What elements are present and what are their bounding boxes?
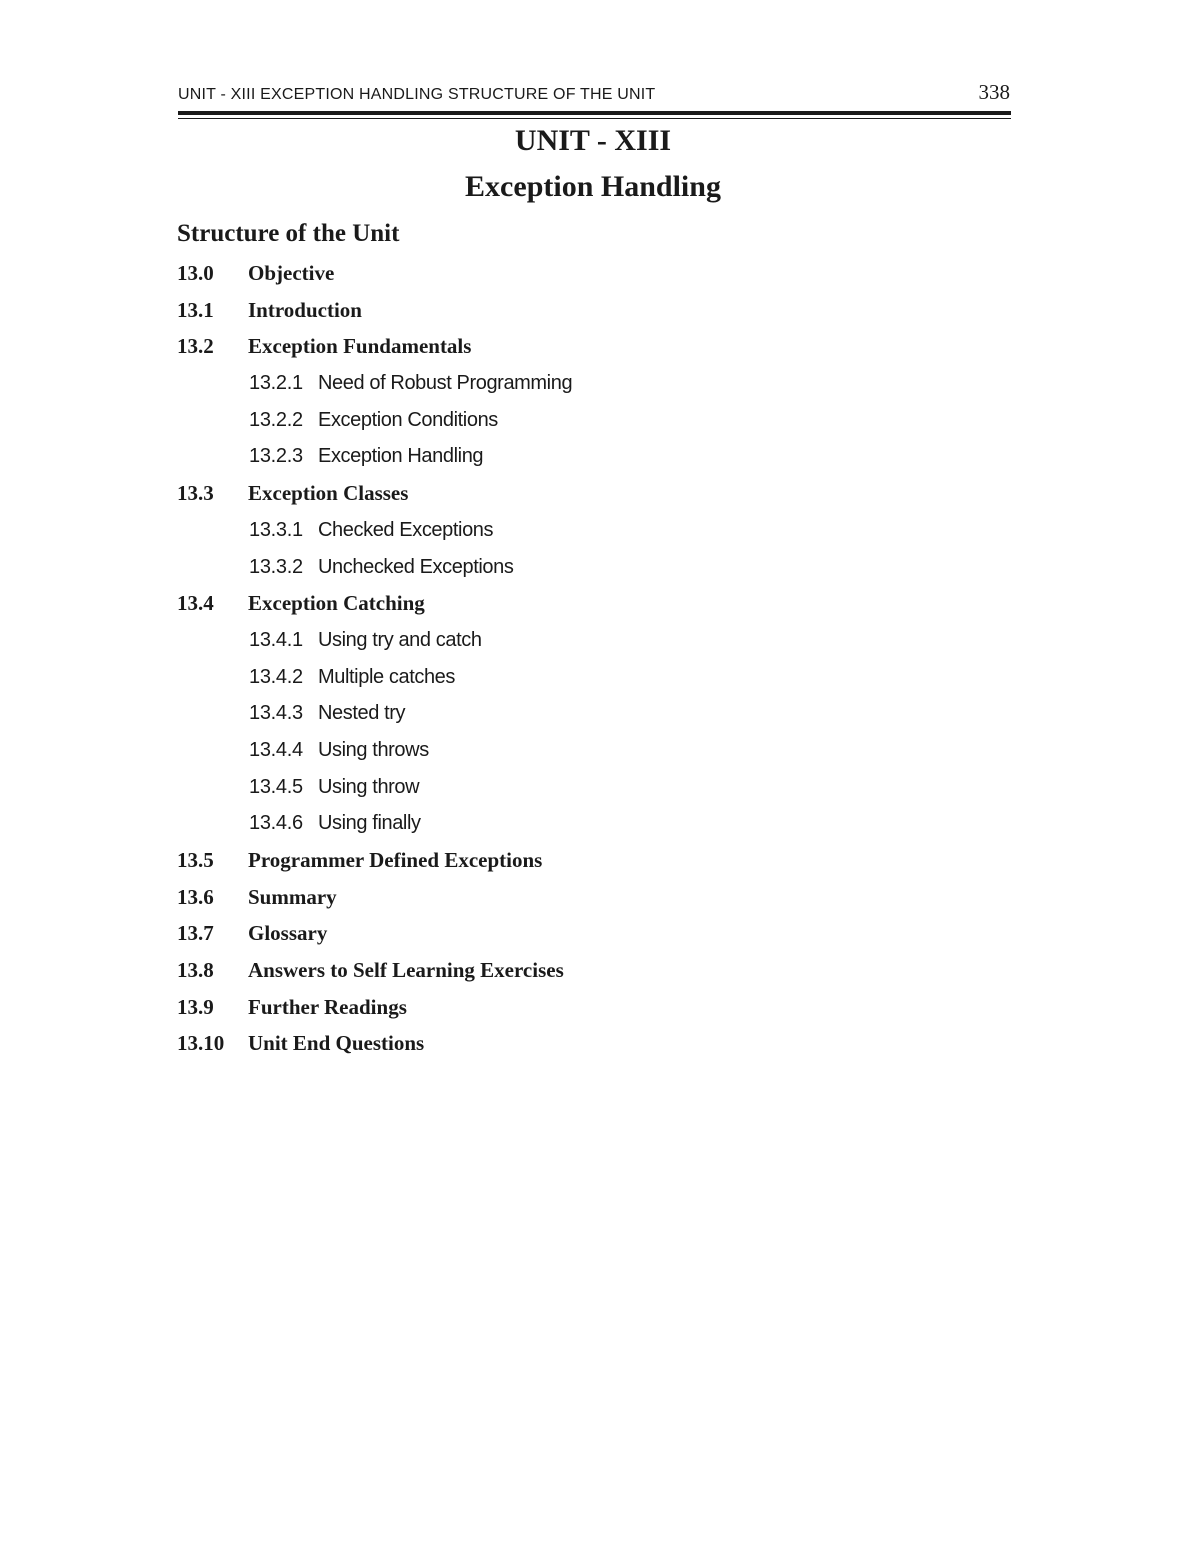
toc-title: Nested try bbox=[318, 702, 406, 725]
running-title: UNIT - XIII EXCEPTION HANDLING STRUCTURE OF THE UNIT bbox=[178, 86, 656, 103]
toc-section bbox=[177, 481, 937, 518]
toc-number: 13.2.1 bbox=[249, 372, 303, 395]
toc-subsection bbox=[177, 555, 937, 592]
table-of-contents bbox=[177, 261, 937, 1068]
toc-number: 13.4.6 bbox=[249, 812, 303, 835]
toc-title: Need of Robust Programming bbox=[318, 372, 573, 395]
toc-title: Objective bbox=[248, 261, 335, 285]
toc-subsection bbox=[177, 701, 937, 738]
toc-number: 13.4.1 bbox=[249, 628, 303, 651]
toc-number: 13.6 bbox=[177, 884, 214, 909]
toc-subsection bbox=[177, 408, 937, 445]
toc-number: 13.4.4 bbox=[249, 738, 303, 761]
toc-section bbox=[177, 298, 937, 335]
header-rule-thick bbox=[178, 111, 1011, 115]
structure-heading: Structure of the Unit bbox=[177, 220, 400, 247]
toc-title: Further Readings bbox=[248, 994, 407, 1019]
page-number: 338 bbox=[978, 80, 1010, 104]
toc-subsection bbox=[177, 811, 937, 848]
toc-number: 13.0 bbox=[177, 261, 214, 285]
toc-title: Checked Exceptions bbox=[318, 518, 494, 541]
toc-title: Using throw bbox=[318, 775, 420, 798]
toc-title: Using finally bbox=[318, 812, 421, 835]
toc-section bbox=[177, 334, 937, 371]
toc-number: 13.1 bbox=[177, 297, 214, 322]
toc-number: 13.9 bbox=[177, 994, 214, 1019]
toc-number: 13.4 bbox=[177, 591, 214, 616]
toc-number: 13.2.2 bbox=[249, 408, 303, 431]
toc-subsection bbox=[177, 738, 937, 775]
unit-subtitle: Exception Handling bbox=[465, 170, 721, 203]
toc-subsection bbox=[177, 775, 937, 812]
toc-number: 13.10 bbox=[177, 1031, 225, 1056]
toc-number: 13.3 bbox=[177, 481, 214, 506]
toc-title: Using throws bbox=[318, 738, 429, 761]
toc-number: 13.2.3 bbox=[249, 445, 303, 468]
page-header bbox=[178, 80, 1012, 110]
toc-number: 13.7 bbox=[177, 921, 214, 946]
toc-section bbox=[177, 995, 937, 1032]
toc-title: Multiple catches bbox=[318, 665, 455, 688]
toc-title: Glossary bbox=[248, 921, 328, 946]
toc-number: 13.8 bbox=[177, 958, 214, 983]
toc-title: Using try and catch bbox=[318, 628, 482, 651]
toc-number: 13.3.1 bbox=[249, 518, 303, 541]
toc-section bbox=[177, 921, 937, 958]
toc-section bbox=[177, 958, 937, 995]
toc-subsection bbox=[177, 665, 937, 702]
unit-title: UNIT - XIII bbox=[514, 124, 672, 157]
toc-title: Exception Fundamentals bbox=[248, 334, 472, 359]
toc-title: Exception Catching bbox=[248, 591, 425, 616]
toc-subsection bbox=[177, 371, 937, 408]
toc-title: Unit End Questions bbox=[248, 1031, 425, 1056]
header-rule-thin bbox=[178, 118, 1011, 119]
toc-number: 13.3.2 bbox=[249, 555, 303, 578]
toc-title: Unchecked Exceptions bbox=[318, 555, 514, 578]
toc-subsection bbox=[177, 444, 937, 481]
toc-number: 13.4.2 bbox=[249, 665, 303, 688]
toc-section bbox=[177, 848, 937, 885]
toc-section bbox=[177, 1031, 937, 1068]
toc-subsection bbox=[177, 628, 937, 665]
toc-title: Answers to Self Learning Exercises bbox=[248, 958, 564, 983]
toc-title: Introduction bbox=[248, 297, 362, 322]
toc-title: Exception Classes bbox=[248, 481, 409, 506]
toc-section bbox=[177, 261, 937, 298]
toc-number: 13.4.3 bbox=[249, 702, 303, 725]
toc-title: Exception Handling bbox=[318, 445, 484, 468]
toc-title: Summary bbox=[248, 884, 337, 909]
toc-section bbox=[177, 885, 937, 922]
toc-number: 13.4.5 bbox=[249, 775, 303, 798]
toc-number: 13.5 bbox=[177, 848, 214, 872]
toc-number: 13.2 bbox=[177, 334, 214, 359]
toc-subsection bbox=[177, 518, 937, 555]
toc-title: Exception Conditions bbox=[318, 408, 498, 431]
toc-title: Programmer Defined Exceptions bbox=[248, 848, 543, 872]
toc-section bbox=[177, 591, 937, 628]
